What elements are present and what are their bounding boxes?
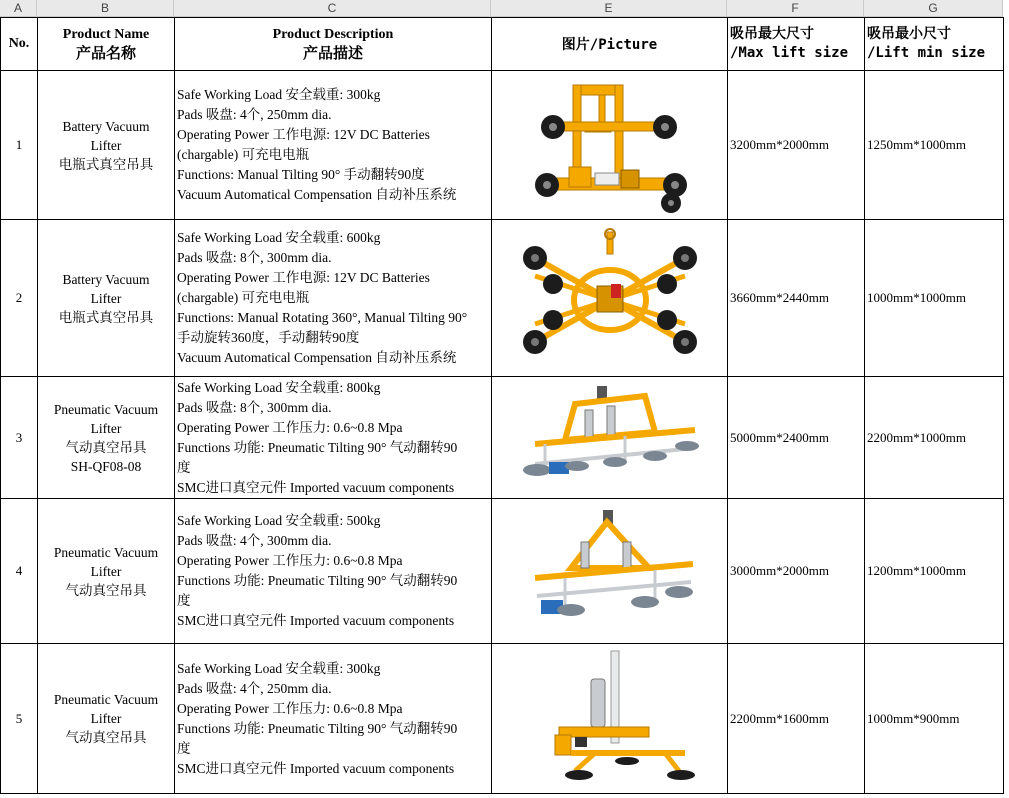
product-name-line: 电瓶式真空吊具 — [58, 156, 154, 172]
table-row — [1, 220, 1004, 377]
product-picture-cell[interactable] — [492, 499, 728, 644]
min-lift-size-cell[interactable]: 2200mm*1000mm — [865, 377, 1004, 499]
product-name-line: SH-QF08-08 — [70, 458, 142, 474]
table-row — [1, 377, 1004, 499]
column-header-b[interactable]: B — [37, 0, 174, 17]
header-min-line1: 吸吊最小尺寸 — [867, 26, 951, 42]
product-picture-cell[interactable] — [492, 220, 728, 377]
product-name-line: Battery Vacuum — [62, 118, 150, 134]
header-name-zh: 产品名称 — [75, 44, 136, 62]
product-name-line: Pneumatic Vacuum — [53, 401, 159, 417]
pneumatic-vacuum-lifter-4-pads-image — [515, 506, 705, 636]
product-name-line: 电瓶式真空吊具 — [58, 309, 154, 325]
header-desc-en: Product Description — [272, 27, 394, 42]
header-min-line2: /Lift min size — [867, 45, 986, 61]
column-header-c[interactable]: C — [174, 0, 491, 17]
product-name-line: 气动真空吊具 — [65, 730, 147, 745]
product-description-cell[interactable] — [175, 377, 492, 499]
product-name-line: Lifter — [90, 290, 122, 306]
product-description-cell[interactable] — [175, 499, 492, 644]
product-name-line: 气动真空吊具 — [65, 439, 147, 455]
max-lift-size-cell[interactable]: 3000mm*2000mm — [728, 499, 865, 644]
header-no[interactable]: No. — [1, 18, 38, 71]
max-lift-size-cell[interactable]: 3660mm*2440mm — [728, 220, 865, 377]
table-row — [1, 644, 1004, 794]
description-line: 度 — [177, 459, 191, 475]
product-description-cell[interactable] — [175, 220, 492, 377]
description-line: SMC进口真空元件 Imported vacuum components — [177, 613, 455, 628]
product-picture-cell[interactable] — [492, 71, 728, 220]
description-line: Pads 吸盘: 4个, 300mm dia. — [177, 533, 332, 548]
min-lift-size-cell[interactable]: 1200mm*1000mm — [865, 499, 1004, 644]
description-line: 度 — [177, 593, 191, 608]
header-product-description[interactable] — [175, 18, 492, 71]
description-line: Pads 吸盘: 8个, 300mm dia. — [177, 399, 332, 415]
product-picture-cell[interactable] — [492, 377, 728, 499]
min-lift-size-cell[interactable]: 1000mm*1000mm — [865, 220, 1004, 377]
description-line: Safe Working Load 安全载重: 300kg — [177, 87, 381, 102]
row-number-cell[interactable]: 2 — [1, 220, 38, 377]
table-row — [1, 499, 1004, 644]
description-line: Safe Working Load 安全载重: 600kg — [177, 230, 381, 245]
product-name-line: Lifter — [90, 711, 122, 726]
description-line: Functions: Manual Tilting 90° 手动翻转90度 — [177, 167, 425, 182]
description-line: Operating Power 工作电源: 12V DC Batteries — [177, 127, 430, 142]
description-line: Operating Power 工作压力: 0.6~0.8 Mpa — [177, 700, 403, 716]
description-line: Functions: Manual Rotating 360°, Manual Tilting 90° — [177, 310, 468, 325]
description-line: Functions 功能: Pneumatic Tilting 90° 气动翻转90 — [177, 720, 458, 736]
product-description-cell[interactable] — [175, 71, 492, 220]
description-line: Operating Power 工作压力: 0.6~0.8 Mpa — [177, 553, 403, 568]
column-header-a[interactable]: A — [0, 0, 37, 17]
product-name-line: Lifter — [90, 137, 122, 153]
min-lift-size-cell[interactable]: 1250mm*1000mm — [865, 71, 1004, 220]
description-line: 手动旋转360度，手动翻转90度 — [177, 330, 360, 345]
description-line: SMC进口真空元件 Imported vacuum components — [177, 760, 455, 776]
row-number-cell[interactable]: 4 — [1, 499, 38, 644]
max-lift-size-cell[interactable]: 5000mm*2400mm — [728, 377, 865, 499]
description-line: SMC进口真空元件 Imported vacuum components — [177, 479, 455, 495]
description-line: Safe Working Load 安全载重: 500kg — [177, 513, 381, 528]
header-row — [1, 18, 1004, 71]
battery-vacuum-lifter-8-pads-rotating-image — [515, 228, 705, 368]
header-min-lift-size[interactable] — [865, 18, 1004, 71]
product-description-cell[interactable] — [175, 644, 492, 794]
row-number-cell[interactable]: 3 — [1, 377, 38, 499]
description-line: Vacuum Automatical Compensation 自动补压系统 — [177, 187, 457, 202]
product-name-cell[interactable] — [38, 377, 175, 499]
product-name-line: Lifter — [90, 420, 122, 436]
description-line: 度 — [177, 740, 191, 756]
header-max-line2: /Max lift size — [730, 45, 849, 61]
product-name-cell[interactable] — [38, 71, 175, 220]
header-desc-zh: 产品描述 — [302, 44, 363, 62]
product-name-line: Pneumatic Vacuum — [53, 692, 159, 707]
description-line: Functions 功能: Pneumatic Tilting 90° 气动翻转90 — [177, 573, 458, 588]
pneumatic-vacuum-lifter-8-pads-image — [515, 382, 705, 494]
description-line: Pads 吸盘: 4个, 250mm dia. — [177, 680, 332, 696]
column-header-g[interactable]: G — [864, 0, 1003, 17]
description-line: Operating Power 工作压力: 0.6~0.8 Mpa — [177, 419, 403, 435]
max-lift-size-cell[interactable]: 2200mm*1600mm — [728, 644, 865, 794]
product-table — [0, 17, 1004, 794]
max-lift-size-cell[interactable]: 3200mm*2000mm — [728, 71, 865, 220]
header-name-en: Product Name — [62, 27, 150, 42]
description-line: Vacuum Automatical Compensation 自动补压系统 — [177, 350, 457, 365]
product-name-line: Battery Vacuum — [62, 271, 150, 287]
description-line: Functions 功能: Pneumatic Tilting 90° 气动翻转90 — [177, 439, 458, 455]
product-picture-cell[interactable] — [492, 644, 728, 794]
table-row — [1, 71, 1004, 220]
battery-vacuum-lifter-4-pads-image — [525, 75, 695, 215]
product-name-line: Pneumatic Vacuum — [53, 544, 159, 560]
product-name-cell[interactable] — [38, 220, 175, 377]
description-line: Operating Power 工作电源: 12V DC Batteries — [177, 270, 430, 285]
column-header-e[interactable]: E — [491, 0, 727, 17]
description-line: Pads 吸盘: 8个, 300mm dia. — [177, 250, 332, 265]
header-max-lift-size[interactable] — [728, 18, 865, 71]
header-picture[interactable]: 图片/Picture — [492, 18, 728, 71]
description-line: Safe Working Load 安全载重: 800kg — [177, 379, 381, 395]
row-number-cell[interactable]: 5 — [1, 644, 38, 794]
description-line: Pads 吸盘: 4个, 250mm dia. — [177, 107, 332, 122]
description-line: (chargable) 可充电电瓶 — [177, 290, 310, 305]
product-name-line: Lifter — [90, 563, 122, 579]
pneumatic-vacuum-lifter-small-image — [515, 649, 705, 789]
description-line: Safe Working Load 安全载重: 300kg — [177, 660, 381, 676]
column-header-f[interactable]: F — [727, 0, 864, 17]
product-name-cell[interactable] — [38, 499, 175, 644]
description-line: (chargable) 可充电电瓶 — [177, 147, 310, 162]
header-max-line1: 吸吊最大尺寸 — [730, 26, 814, 42]
row-number-cell[interactable]: 1 — [1, 71, 38, 220]
product-name-cell[interactable] — [38, 644, 175, 794]
min-lift-size-cell[interactable]: 1000mm*900mm — [865, 644, 1004, 794]
product-name-line: 气动真空吊具 — [65, 582, 147, 598]
header-product-name[interactable] — [38, 18, 175, 71]
